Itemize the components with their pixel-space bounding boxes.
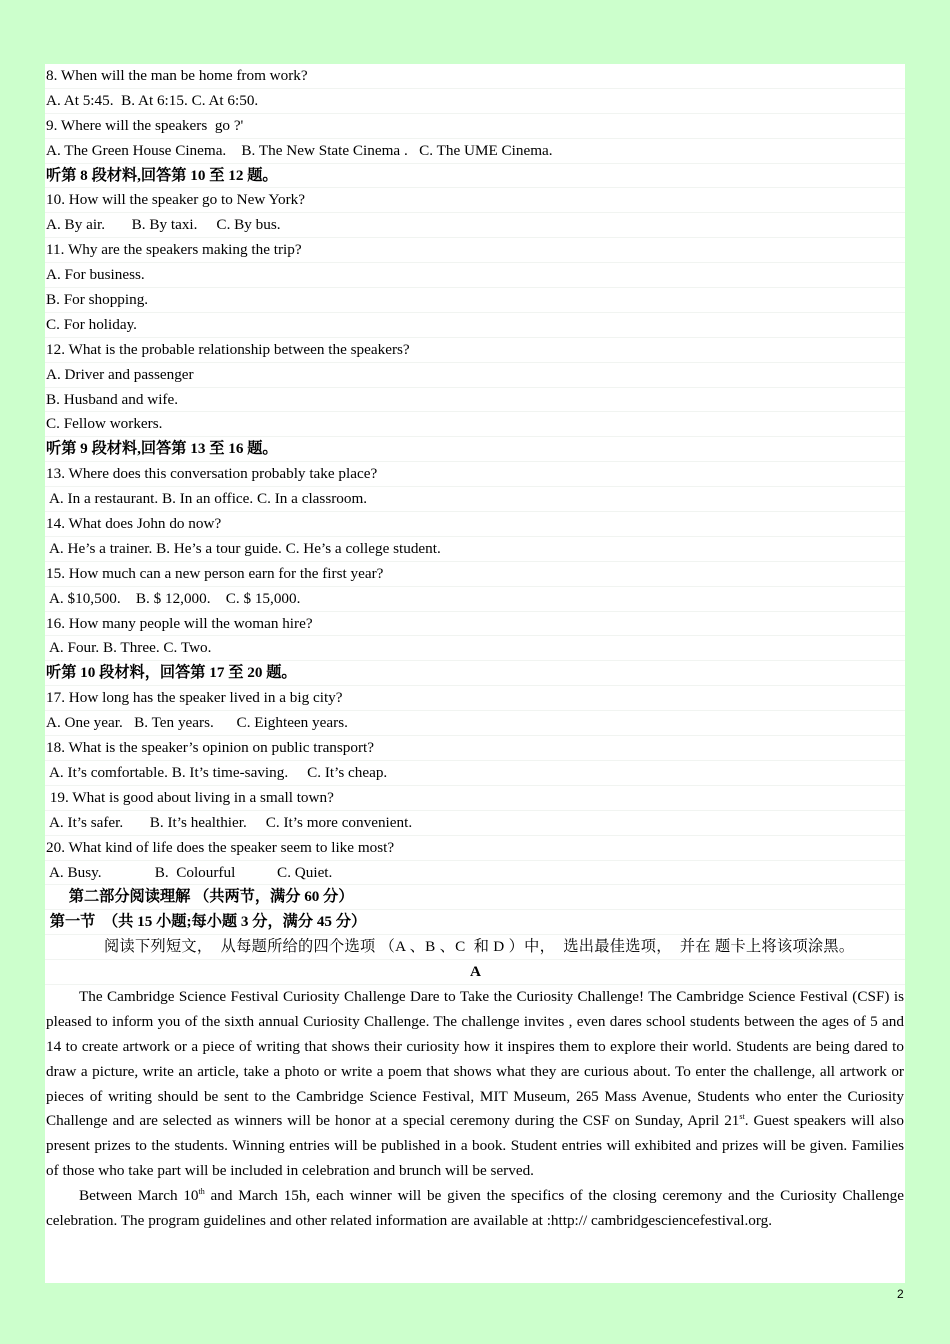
question-line: 9. Where will the speakers go ?': [45, 114, 905, 139]
question-line: C. For holiday.: [45, 313, 905, 338]
question-line: C. Fellow workers.: [45, 412, 905, 437]
question-line: 17. How long has the speaker lived in a big city?: [45, 686, 905, 711]
question-line: 16. How many people will the woman hire?: [45, 612, 905, 637]
question-line: 15. How much can a new person earn for the first year?: [45, 562, 905, 587]
question-line: A. Four. B. Three. C. Two.: [45, 636, 905, 661]
question-line: A. The Green House Cinema. B. The New State Cinema . C. The UME Cinema.: [45, 139, 905, 164]
question-line: A. By air. B. By taxi. C. By bus.: [45, 213, 905, 238]
paragraph-1-superscript: st: [739, 1112, 745, 1122]
question-line: 18. What is the speaker’s opinion on public transport?: [45, 736, 905, 761]
paragraph-1-text-end: . Guest speakers will also present prizes to the students. Winning entries will be published in a book. Student entries will exhibited and prizes will be given. Families of those who take part will be included in celebration and brunch will be served.: [46, 1112, 904, 1180]
question-line: A. One year. B. Ten years. C. Eighteen years.: [45, 711, 905, 736]
section-heading: 听第 9 段材料,回答第 13 至 16 题。: [45, 437, 905, 462]
section-heading: 听第 8 段材料,回答第 10 至 12 题。: [45, 164, 905, 189]
question-line: 8. When will the man be home from work?: [45, 64, 905, 89]
question-line: A. He’s a trainer. B. He’s a tour guide. C. He’s a college student.: [45, 537, 905, 562]
question-line: A. In a restaurant. B. In an office. C. In a classroom.: [45, 487, 905, 512]
question-line: 19. What is good about living in a small town?: [45, 786, 905, 811]
question-line: A. $10,500. B. $ 12,000. C. $ 15,000.: [45, 587, 905, 612]
paragraph-2-superscript: th: [198, 1187, 205, 1197]
question-lines: [45, 64, 905, 935]
passage-paragraph-1: [45, 985, 905, 1184]
question-line: A. Busy. B. Colourful C. Quiet.: [45, 861, 905, 886]
paragraph-1-text: The Cambridge Science Festival Curiosity Challenge Dare to Take the Curiosity Challenge! The Cambridge Science Festival (CSF) is pleased to inform you of the sixth annual Curiosity Challenge. The challenge invites , even dares school students between the ages of 5 and 14 to create artwork or a piece of writing that shows their curiosity how it inspires them to explore their world. Students are being dared to draw a picture, write an article, take a photo or write a poem that shows what they are curious about. To enter the challenge, all artwork or pieces of writing should be sent to the Cambridge Science Festival, MIT Museum, 265 Mass Avenue, Students who enter the Curiosity Challenge and are selected as winners will be honor at a special ceremony during the CSF on Sunday, April 21: [46, 987, 904, 1130]
section-heading: 第二部分阅读理解 （共两节，满分 60 分）: [45, 885, 905, 910]
question-line: B. Husband and wife.: [45, 388, 905, 413]
question-line: A. For business.: [45, 263, 905, 288]
question-line: 13. Where does this conversation probably take place?: [45, 462, 905, 487]
page-number: 2: [897, 1287, 904, 1301]
question-line: 14. What does John do now?: [45, 512, 905, 537]
question-line: B. For shopping.: [45, 288, 905, 313]
reading-instruction: 阅读下列短文， 从每题所给的四个选项 （A 、B 、C 和 D ）中， 选出最佳选项， 并在 题卡上将该项涂黑。: [45, 935, 905, 960]
section-heading: 第一节 （共 15 小题;每小题 3 分，满分 45 分）: [45, 910, 905, 935]
section-heading: 听第 10 段材料，回答第 17 至 20 题。: [45, 661, 905, 686]
question-line: 11. Why are the speakers making the trip?: [45, 238, 905, 263]
question-line: A. It’s comfortable. B. It’s time-saving. C. It’s cheap.: [45, 761, 905, 786]
question-line: A. It’s safer. B. It’s healthier. C. It’s more convenient.: [45, 811, 905, 836]
passage-paragraph-2: [45, 1184, 905, 1234]
question-line: 12. What is the probable relationship between the speakers?: [45, 338, 905, 363]
question-line: 10. How will the speaker go to New York?: [45, 188, 905, 213]
paragraph-2-text: Between March 10: [79, 1187, 199, 1205]
document-page: [45, 64, 905, 1283]
passage-letter: A: [45, 960, 905, 985]
question-line: 20. What kind of life does the speaker seem to like most?: [45, 836, 905, 861]
question-line: A. At 5:45. B. At 6:15. C. At 6:50.: [45, 89, 905, 114]
paragraph-2-text-end: and March 15h, each winner will be given the specifics of the closing ceremony and the Curiosity Challenge celebration. The program guidelines and other related information are available at :http:// cambridgesciencefestival.org.: [46, 1187, 904, 1230]
question-line: A. Driver and passenger: [45, 363, 905, 388]
